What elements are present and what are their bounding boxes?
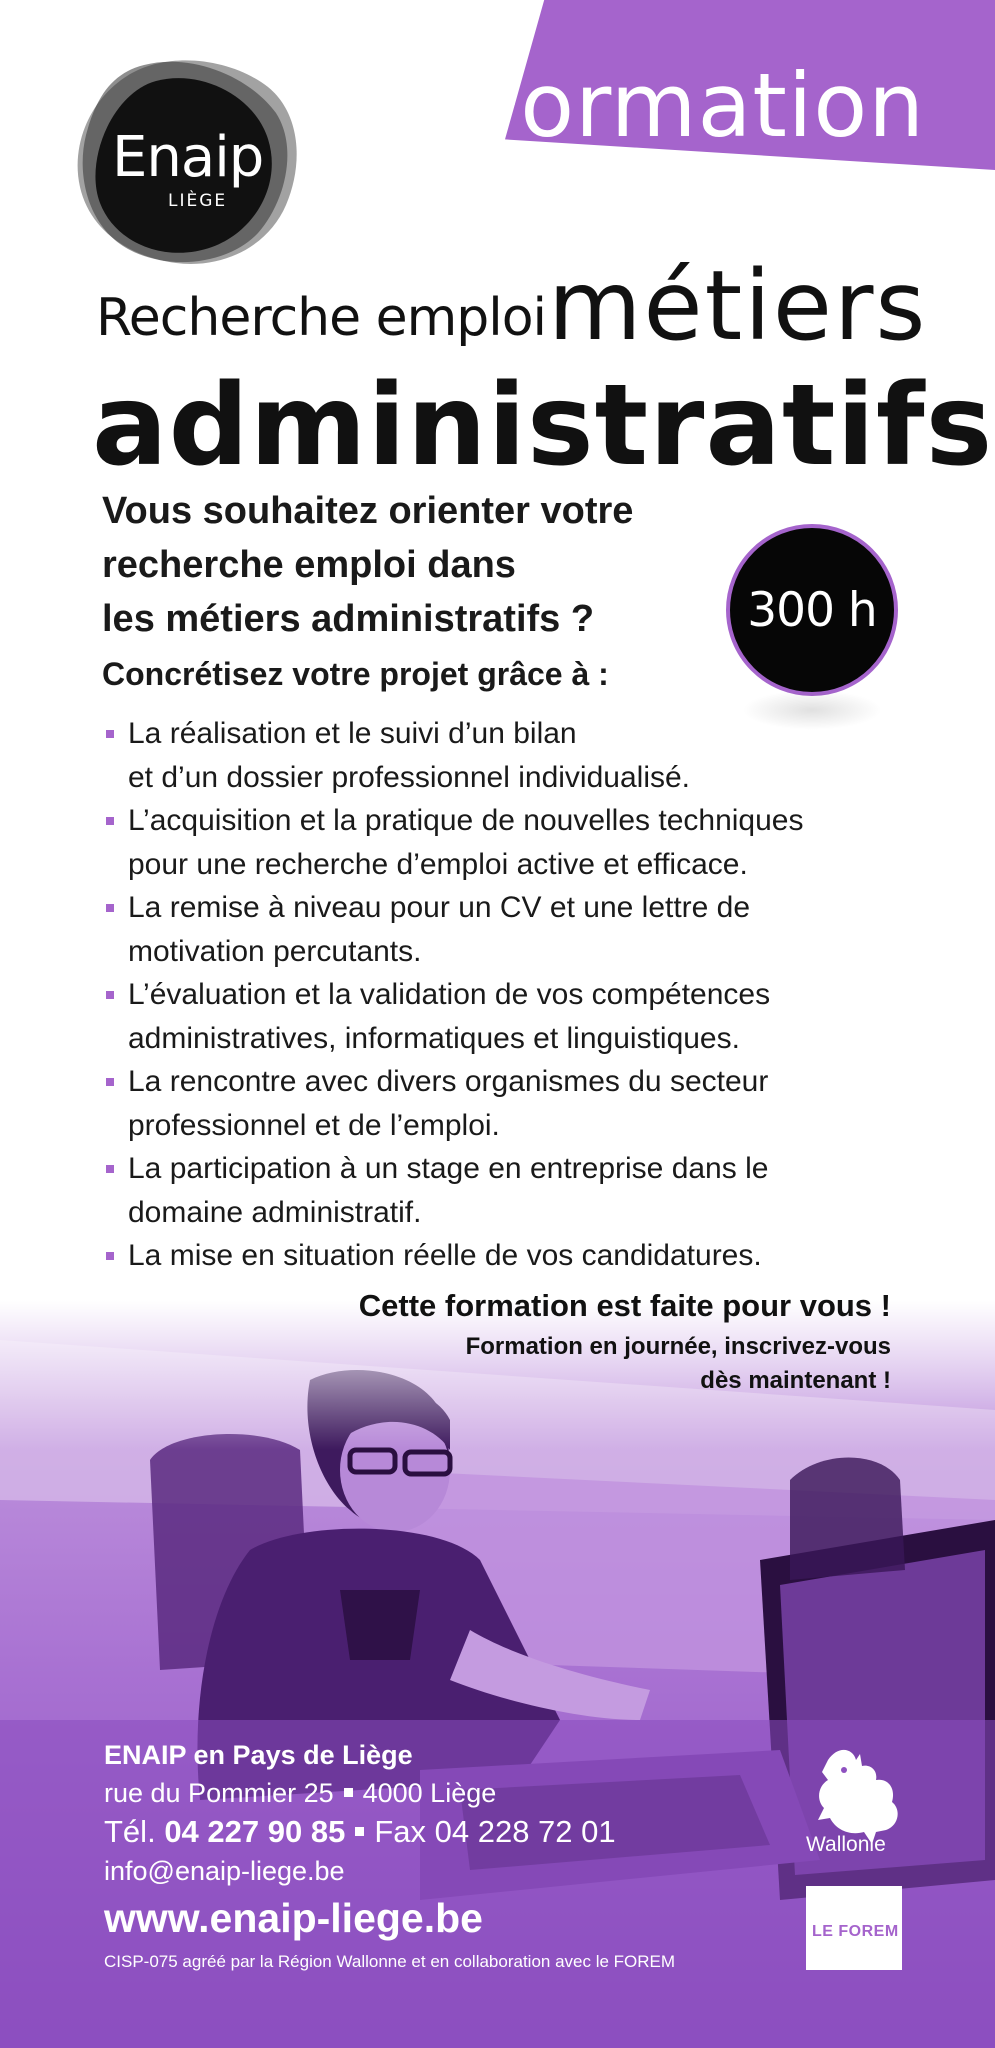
intro-line: les métiers administratifs ? <box>102 598 595 640</box>
bullet-icon <box>106 1165 114 1173</box>
list-item: La participation à un stage en entreprise dans le domaine administratif. <box>100 1147 900 1234</box>
bullet-icon <box>106 991 114 999</box>
cta-line: dès maintenant ! <box>700 1367 891 1394</box>
title-line1-right: métiers <box>548 250 928 362</box>
forem-label: LE FOREM <box>812 1923 899 1940</box>
list-item: L’évaluation et la validation de vos compétences administratives, informatiques et linguistiques. <box>100 973 900 1060</box>
list-item: La rencontre avec divers organismes du secteur professionnel et de l’emploi. <box>100 1060 900 1147</box>
logo-city: LIÈGE <box>168 191 228 211</box>
contact-org: ENAIP en Pays de Liège <box>104 1740 413 1770</box>
contact-block <box>104 1736 675 1976</box>
contact-phone <box>104 1812 675 1852</box>
banner-label: Formation <box>471 54 925 157</box>
bullet-icon <box>106 1078 114 1086</box>
benefit-list <box>100 712 900 1278</box>
bullet-icon <box>106 817 114 825</box>
subhead: Concrétisez votre projet grâce à : <box>102 656 609 692</box>
bullet-icon <box>106 1252 114 1260</box>
duration-badge <box>726 524 896 694</box>
list-item: La remise à niveau pour un CV et une lettre de motivation percutants. <box>100 886 900 973</box>
cta-sub <box>391 1330 891 1398</box>
cta-line: Formation en journée, inscrivez-vous <box>465 1333 891 1360</box>
separator-icon <box>355 1827 364 1836</box>
tel-number[interactable]: 04 227 90 85 <box>164 1814 346 1849</box>
wallonie-label: Wallonie <box>806 1833 886 1856</box>
contact-website[interactable]: www.enaip-liege.be <box>104 1895 483 1941</box>
cta-main: Cette formation est faite pour vous ! <box>358 1288 891 1323</box>
list-item: La mise en situation réelle de vos candidatures. <box>100 1234 900 1278</box>
bullet-icon <box>106 730 114 738</box>
intro-line: Vous souhaitez orienter votre <box>102 490 634 532</box>
accreditation-note: CISP-075 agréé par la Région Wallonne et en collaboration avec le FOREM <box>104 1952 676 1971</box>
list-item: L’acquisition et la pratique de nouvelles techniques pour une recherche d’emploi active et efficace. <box>100 799 900 886</box>
duration-label: 300 h <box>747 582 877 638</box>
fax-number: Fax 04 228 72 01 <box>374 1814 616 1849</box>
contact-street: rue du Pommier 25 <box>104 1778 334 1808</box>
intro-question <box>102 484 702 646</box>
list-item: La réalisation et le suivi d’un bilan et d’un dossier professionnel individualisé. <box>100 712 900 799</box>
contact-city: 4000 Liège <box>362 1778 497 1808</box>
contact-address <box>104 1774 675 1812</box>
tel-label: Tél. <box>104 1814 156 1849</box>
contact-email[interactable]: info@enaip-liege.be <box>104 1856 345 1886</box>
title-line2: administratifs <box>92 361 994 491</box>
logo-name: Enaip <box>112 125 264 190</box>
bullet-icon <box>106 904 114 912</box>
intro-line: recherche emploi dans <box>102 544 516 586</box>
title-line1-left: Recherche emploi <box>96 288 546 348</box>
separator-icon <box>344 1788 353 1797</box>
